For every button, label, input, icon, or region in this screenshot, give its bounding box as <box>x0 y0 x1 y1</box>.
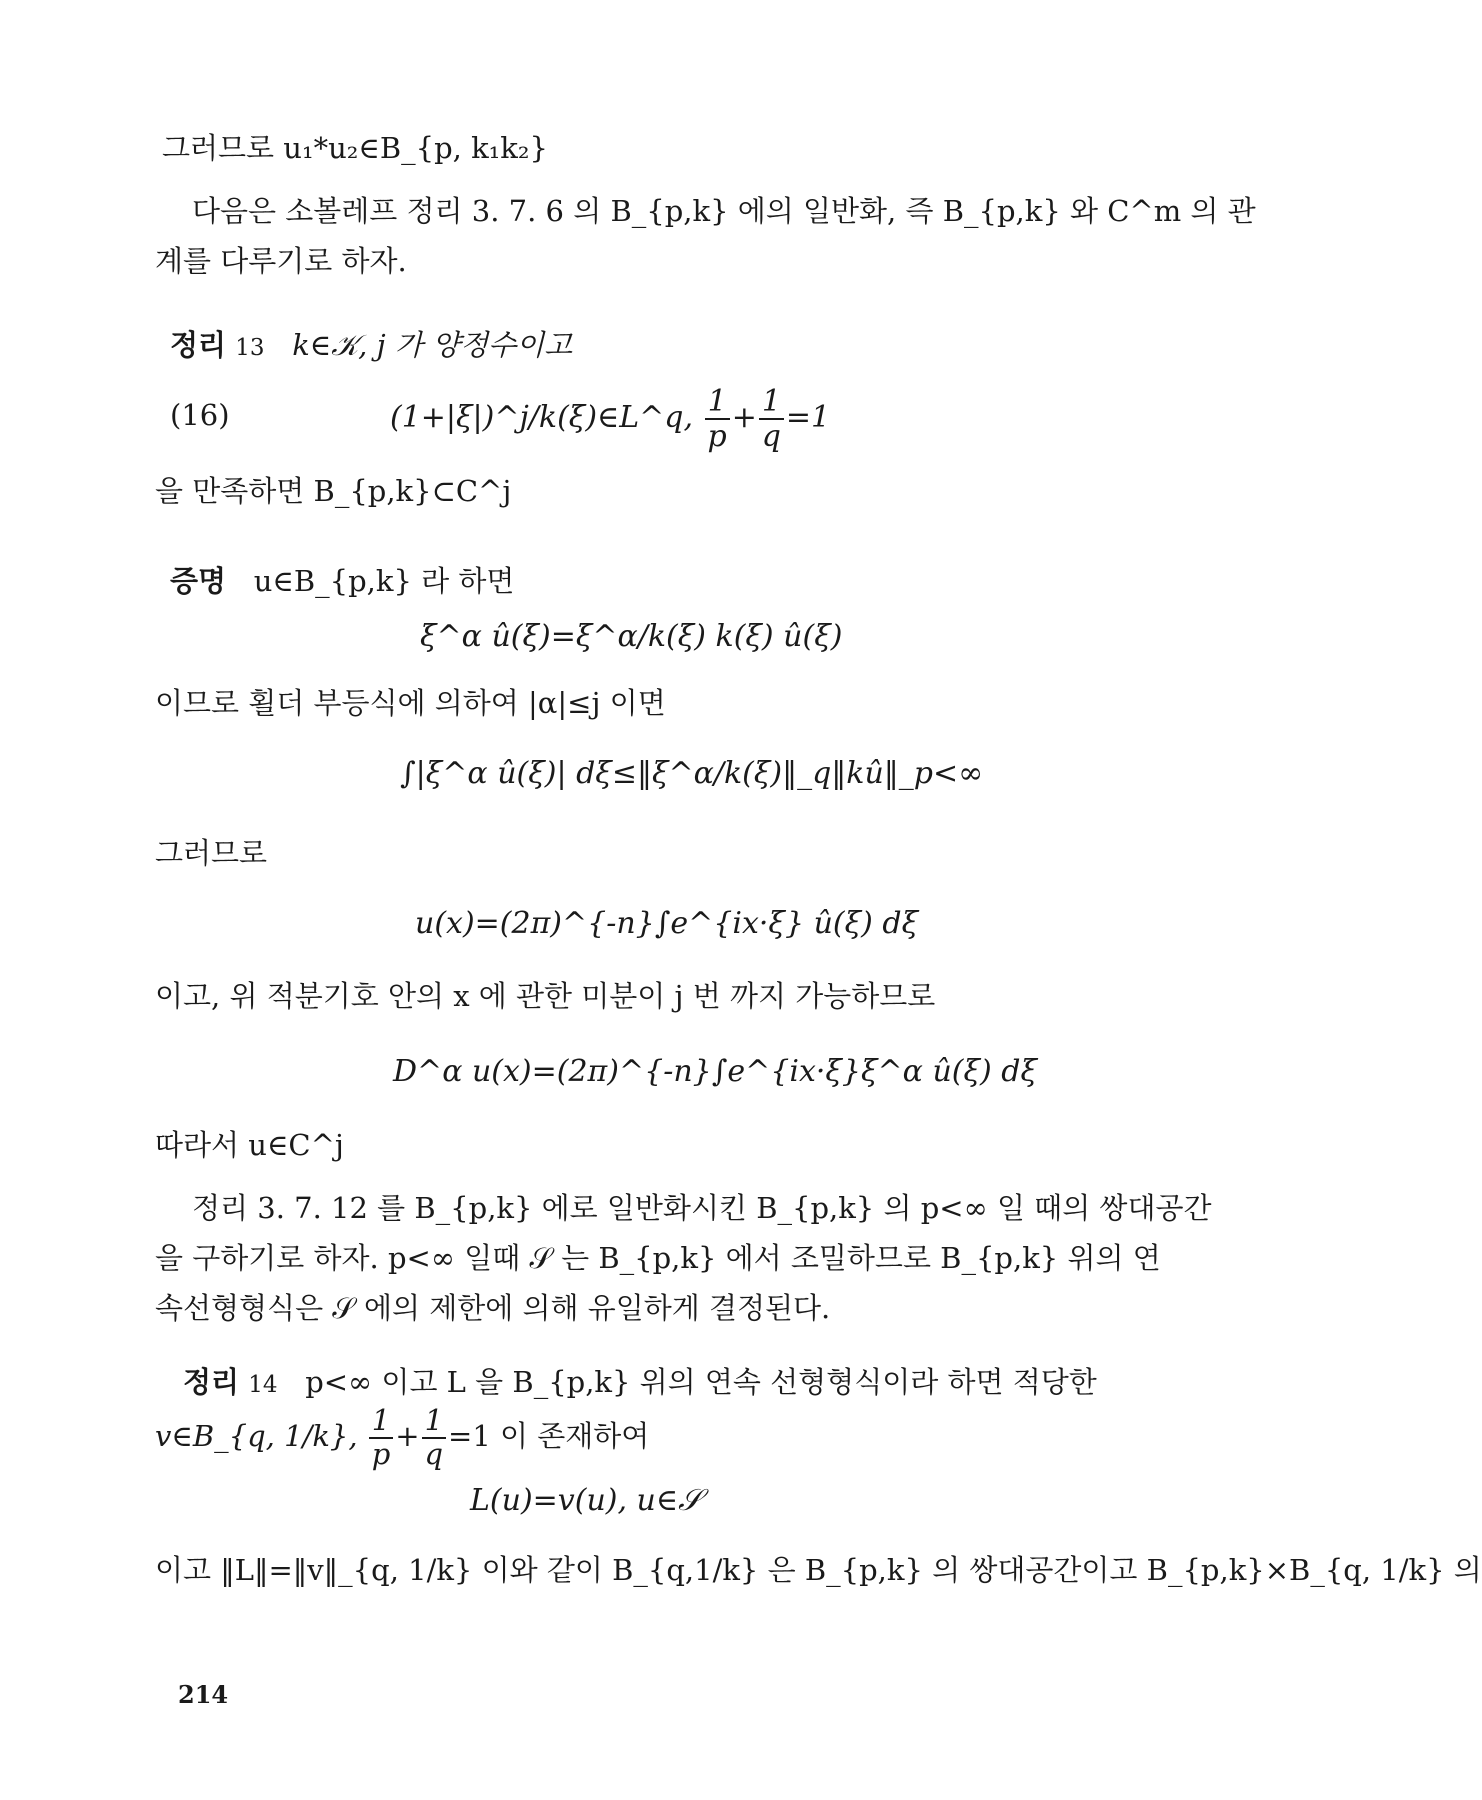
text-line: 정리 3. 7. 12 를 B_{p,k} 에로 일반화시킨 B_{p,k} 의 p<∞ 일 때의 쌍대공간 <box>192 1191 1212 1225</box>
text-line: 이므로 횔더 부등식에 의하여 |α|≤j 이면 <box>155 686 666 720</box>
equation: u(x)=(2π)^{-n}∫e^{ix·ξ} û(ξ) dξ <box>415 906 919 941</box>
equation: ∫|ξ^α û(ξ)| dξ≤‖ξ^α/k(ξ)‖_q‖kû‖_p<∞ <box>400 756 984 791</box>
theorem-statement: p<∞ 이고 L 을 B_{p,k} 위의 연속 선형형식이라 하면 적당한 <box>305 1365 1097 1399</box>
fraction-1-over-p: $\frac{1}{p}$ <box>369 1405 393 1471</box>
text-line: 을 만족하면 B_{p,k}⊂C^j <box>155 474 512 508</box>
text-line: 이고, 위 적분기호 안의 x 에 관한 미분이 j 번 까지 가능하므로 <box>155 979 936 1013</box>
page-number: 214 <box>178 1680 229 1709</box>
equation-16-lhs: (1+|ξ|)^j/k(ξ)∈L^q, <box>390 400 694 435</box>
text-line: 계를 다루기로 하자. <box>155 244 407 278</box>
theorem-label: 정리 <box>183 1365 240 1399</box>
theorem-statement: k∈𝒦, j 가 양정수이고 <box>292 328 573 362</box>
equation-16: (1+|ξ|)^j/k(ξ)∈L^q, $\frac{1}{p}$ + $\frac{1}{q}$ =1 <box>390 384 831 454</box>
theorem-number: 13 <box>235 335 265 361</box>
equation: ξ^α û(ξ)=ξ^α/k(ξ) k(ξ) û(ξ) <box>420 619 843 654</box>
equation: L(u)=v(u), u∈𝒮 <box>470 1483 702 1518</box>
fraction-1-over-q: $\frac{1}{q}$ <box>422 1405 446 1471</box>
theorem-number: 14 <box>248 1372 278 1398</box>
text-line: 이고 ‖L‖=‖v‖_{q, 1/k} 이와 같이 B_{q,1/k} 은 B_{p,k} 의 쌍대공간이고 B_{p,k}×B_{q, 1/k} 의 <box>155 1553 1482 1587</box>
text-line: 따라서 u∈C^j <box>155 1128 344 1162</box>
proof-text: u∈B_{p,k} 라 하면 <box>253 564 515 598</box>
equation-tag: (16) <box>170 398 230 432</box>
text-line: 속선형형식은 𝒮 에의 제한에 의해 유일하게 결정된다. <box>155 1291 831 1325</box>
text-line: 다음은 소볼레프 정리 3. 7. 6 의 B_{p,k} 에의 일반화, 즉 B_{p,k} 와 C^m 의 관 <box>192 194 1256 228</box>
theorem-14-heading <box>183 1364 1097 1400</box>
proof-label: 증명 <box>170 564 227 598</box>
text-line: 그러므로 <box>155 836 268 870</box>
proof-heading <box>170 563 514 599</box>
theorem-13-heading <box>170 327 572 363</box>
text-line: 그러므로 u₁*u₂∈B_{p, k₁k₂} <box>162 131 548 165</box>
text-line: 을 구하기로 하자. p<∞ 일때 𝒮 는 B_{p,k} 에서 조밀하므로 B_{p,k} 위의 연 <box>155 1241 1161 1275</box>
theorem-14-line2: v∈B_{q, 1/k}, $\frac{1}{p}$ + $\frac{1}{q}$ =1 이 존재하여 <box>155 1403 650 1471</box>
fraction-1-over-q: $\frac{1}{q}$ <box>759 385 784 453</box>
fraction-1-over-p: $\frac{1}{p}$ <box>705 385 730 453</box>
equation: D^α u(x)=(2π)^{-n}∫e^{ix·ξ}ξ^α û(ξ) dξ <box>393 1054 1037 1089</box>
theorem-label: 정리 <box>170 328 227 362</box>
